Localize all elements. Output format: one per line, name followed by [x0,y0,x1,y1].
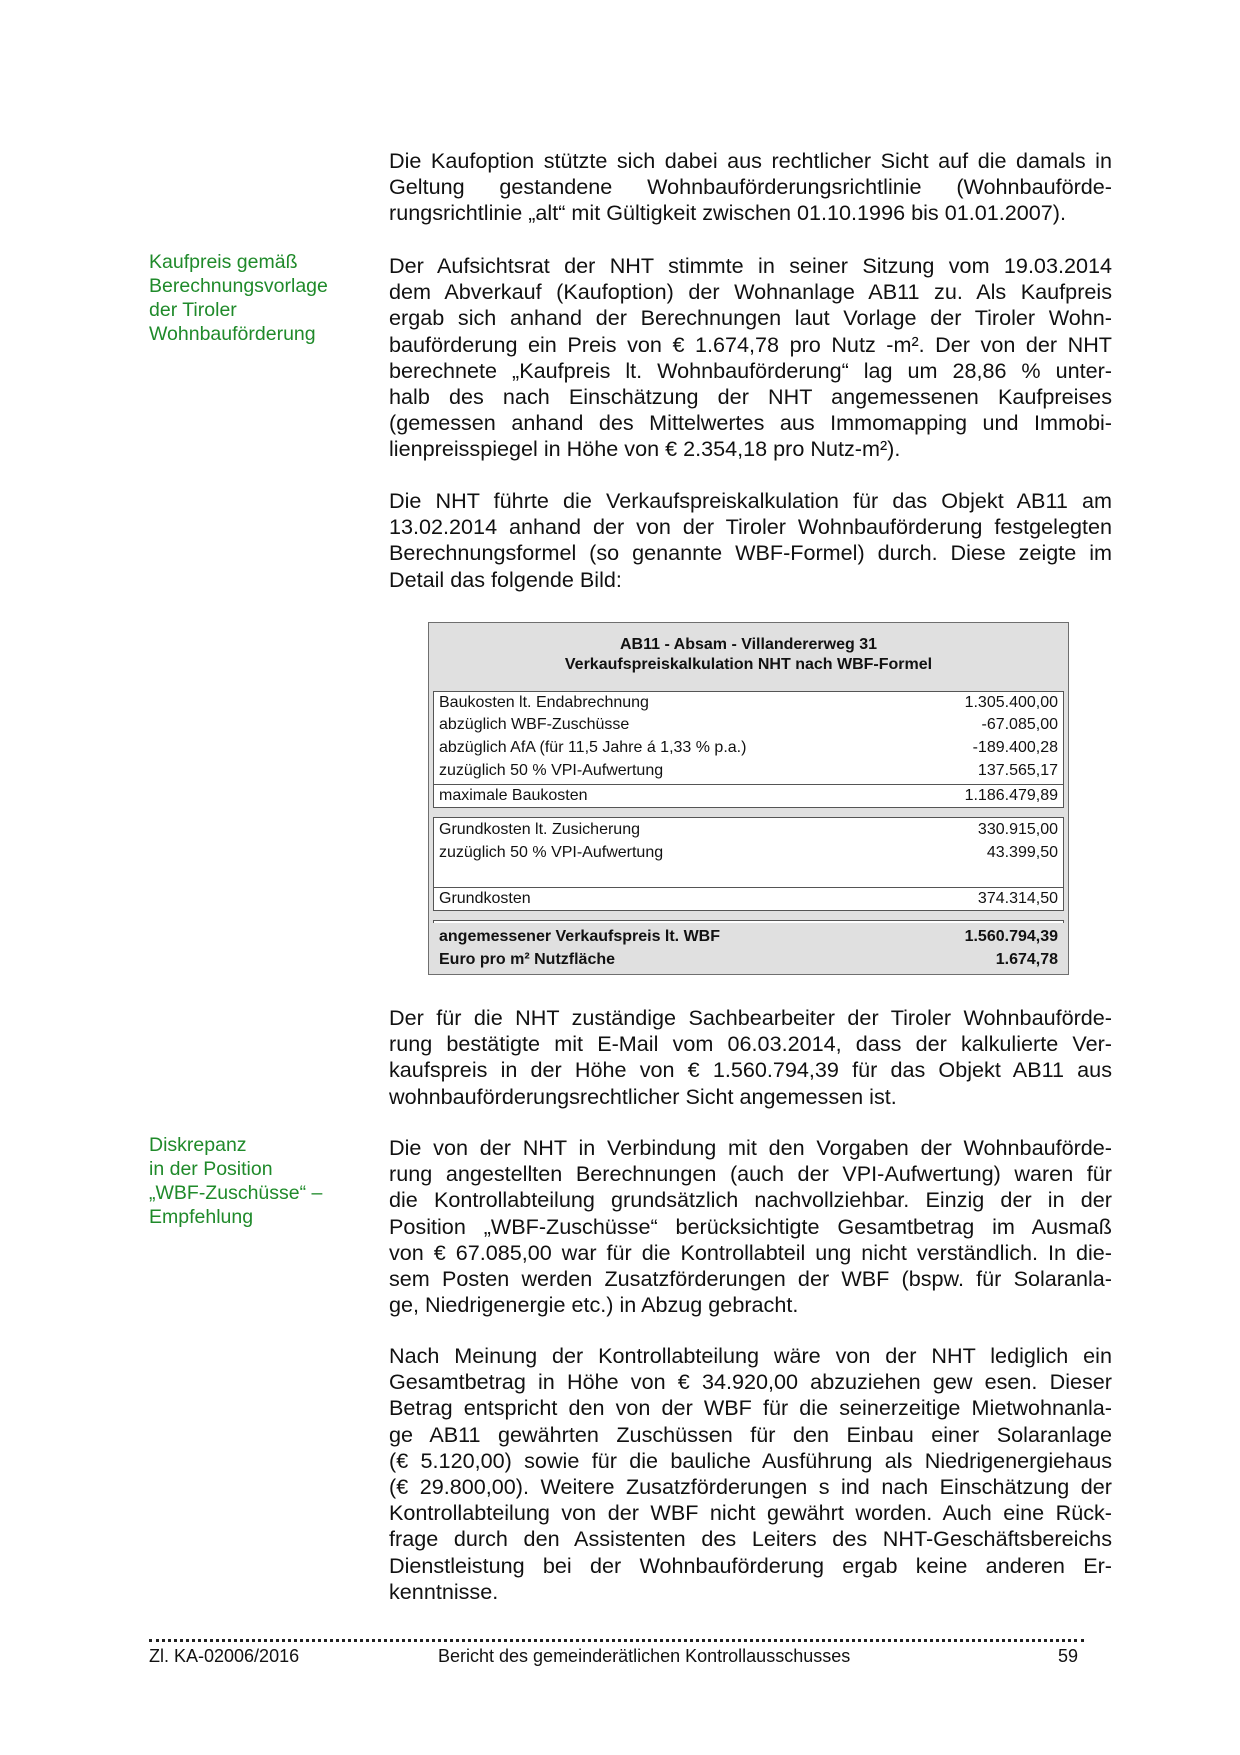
row-value: 330.915,00 [977,821,1058,838]
sidebar-note-line: Diskrepanz [149,1134,247,1156]
text-line: Berechnungsformel (so genannte WBF-Formel) durch. Diese zeigte im [389,540,1112,566]
text-line: lienpreisspiegel in Höhe von € 2.354,18 pro Nutz-m²). [389,436,901,462]
table-row [439,819,1058,841]
text-line: Geltung gestandene Wohnbauförderungsrichtlinie (Wohnbauförde- [389,174,1112,200]
text-line: Betrag entspricht den von der WBF für die seinerzeitige Mietwohnanla- [389,1395,1112,1421]
text-line: dem Abverkauf (Kaufoption) der Wohnanlage AB11 zu. Als Kaufpreis [389,279,1112,305]
text-line: sem Posten werden Zusatzförderungen der WBF (bspw. für Solaranla- [389,1266,1112,1292]
table-body [433,691,1064,968]
row-value: 1.186.479,89 [964,787,1058,804]
text-line: ge, Niedrigenergie etc.) in Abzug gebracht. [389,1292,799,1318]
text-line: wohnbauförderungsrechtlicher Sicht angemessen ist. [389,1083,897,1109]
sidebar-note-line: Berechnungsvorlage [149,275,328,297]
text-line: bauförderung ein Preis von € 1.674,78 pro Nutz -m². Der von der NHT [389,331,1112,357]
row-label: Grundkosten lt. Zusicherung [439,821,640,838]
text-line: Detail das folgende Bild: [389,566,622,592]
row-label: zuzüglich 50 % VPI-Aufwertung [439,844,664,861]
text-line: Position „WBF-Zuschüsse“ berücksichtigte Gesamtbetrag im Ausmaß [389,1213,1112,1239]
row-value: 1.305.400,00 [964,694,1058,711]
text-line: die Kontrollabteilung grundsätzlich nachvollziehbar. Einzig der in der [389,1187,1112,1213]
text-line: rungsrichtlinie „alt“ mit Gültigkeit zwischen 01.10.1996 bis 01.01.2007). [389,200,1066,226]
footer-separator [149,1629,1084,1642]
text-line: (€ 5.120,00) sowie für die bauliche Ausführung als Niedrigenergiehaus [389,1447,1112,1473]
footer-title: Bericht des gemeinderätlichen Kontrollausschusses [438,1646,851,1666]
row-label: abzüglich WBF-Zuschüsse [439,716,630,733]
text-line: berechnete „Kaufpreis lt. Wohnbauförderung“ lag um 28,86 % unter- [389,357,1112,383]
row-label: abzüglich AfA (für 11,5 Jahre á 1,33 % p.a.) [439,739,747,756]
paragraph-aufsichtsrat [389,253,1112,463]
row-label: Euro pro m² Nutzfläche [439,951,616,968]
sidebar-note-line: Empfehlung [149,1206,254,1228]
text-line: (€ 29.800,00). Weitere Zusatzförderungen s ind nach Einschätzung der [389,1474,1112,1500]
text-line: Kontrollabteilung von der WBF nicht gewährt worden. Auch eine Rück- [389,1500,1112,1526]
text-line: halb des nach Einschätzung der NHT angemessenen Kaufpreises [389,384,1112,410]
sidebar-note-line: der Tiroler [149,299,237,321]
paragraph-verkaufspreiskalkulation [389,488,1112,593]
table-row [439,714,1058,736]
text-line: Nach Meinung der Kontrollabteilung wäre von der NHT lediglich ein [389,1343,1112,1368]
paragraph-meinung [389,1343,1112,1605]
sidebar-note-line: Wohnbauförderung [149,323,316,345]
row-value: 43.399,50 [986,844,1058,861]
text-line: Die Kaufoption stützte sich dabei aus rechtlicher Sicht auf die damals in [389,148,1112,173]
text-line: Dienstleistung bei der Wohnbauförderung ergab keine anderen Er- [389,1552,1112,1578]
table-header [429,623,1068,688]
text-line: kenntnisse. [389,1578,499,1604]
row-label: Baukosten lt. Endabrechnung [439,694,649,711]
text-line: von € 67.085,00 war für die Kontrollabteil ung nicht verständlich. In die- [389,1239,1112,1265]
footer-reference: Zl. KA-02006/2016 [149,1646,300,1666]
row-value: 1.560.794,39 [964,928,1058,945]
text-line: ergab sich anhand der Berechnungen laut Vorlage der Tiroler Wohn- [389,305,1112,331]
row-value: -67.085,00 [981,716,1058,733]
row-label: maximale Baukosten [439,787,588,804]
text-line: (gemessen anhand des Mittelwertes aus Immomapping und Immobi- [389,410,1112,436]
text-line: Die von der NHT in Verbindung mit den Vorgaben der Wohnbauförde- [389,1135,1112,1160]
row-value: 1.674,78 [995,951,1058,968]
sidebar-note-kaufpreis [149,250,359,346]
table-row [439,888,1058,910]
row-value: 374.314,50 [977,890,1058,907]
text-line: Die NHT führte die Verkaufspreiskalkulation für das Objekt AB11 am [389,488,1112,513]
text-line: rung angestellten Berechnungen (auch der VPI-Aufwertung) waren für [389,1161,1112,1187]
paragraph-sachbearbeiter [389,1005,1112,1110]
text-line: Der für die NHT zuständige Sachbearbeiter der Tiroler Wohnbauförde- [389,1005,1112,1030]
table-row [439,760,1058,782]
paragraph-berechnungen [389,1135,1112,1318]
text-line: rung bestätigte mit E-Mail vom 06.03.2014, dass der kalkulierte Ver- [389,1031,1112,1057]
divider [433,920,1064,923]
sidebar-note-line: in der Position [149,1158,273,1180]
text-line: frage durch den Assistenten des Leiters des NHT-Geschäftsbereichs [389,1526,1112,1552]
sidebar-note-line: Kaufpreis gemäß [149,251,298,273]
table-row [439,737,1058,759]
sidebar-note-line: „WBF-Zuschüsse“ – [149,1182,323,1204]
table-row [439,692,1058,714]
row-label: angemessener Verkaufspreis lt. WBF [439,928,720,945]
text-line: Gesamtbetrag in Höhe von € 34.920,00 abzuziehen gew esen. Dieser [389,1369,1112,1395]
text-line: kaufspreis in der Höhe von € 1.560.794,39 für das Objekt AB11 aus [389,1057,1112,1083]
text-line: Der Aufsichtsrat der NHT stimmte in seiner Sitzung vom 19.03.2014 [389,253,1112,278]
row-label: zuzüglich 50 % VPI-Aufwertung [439,762,664,779]
table-title: AB11 - Absam - Villandererweg 31 [620,636,877,653]
paragraph-kaufoption [389,148,1112,227]
row-value: 137.565,17 [977,762,1058,779]
text-line: 13.02.2014 anhand der von der Tiroler Wohnbauförderung festgelegten [389,514,1112,540]
table-row [439,842,1058,864]
row-label: Grundkosten [439,890,531,907]
table-row-total [439,926,1058,948]
verkaufspreis-calculation-table [428,622,1069,975]
text-line: ge AB11 gewährten Zuschüssen für den Einbau einer Solaranlage [389,1421,1112,1447]
row-value: -189.400,28 [972,739,1058,756]
table-row-total [439,949,1058,971]
table-subtitle: Verkaufspreiskalkulation NHT nach WBF-Formel [564,656,933,673]
sidebar-note-diskrepanz [149,1133,359,1229]
page-number: 59 [1058,1646,1079,1666]
table-row [439,785,1058,807]
